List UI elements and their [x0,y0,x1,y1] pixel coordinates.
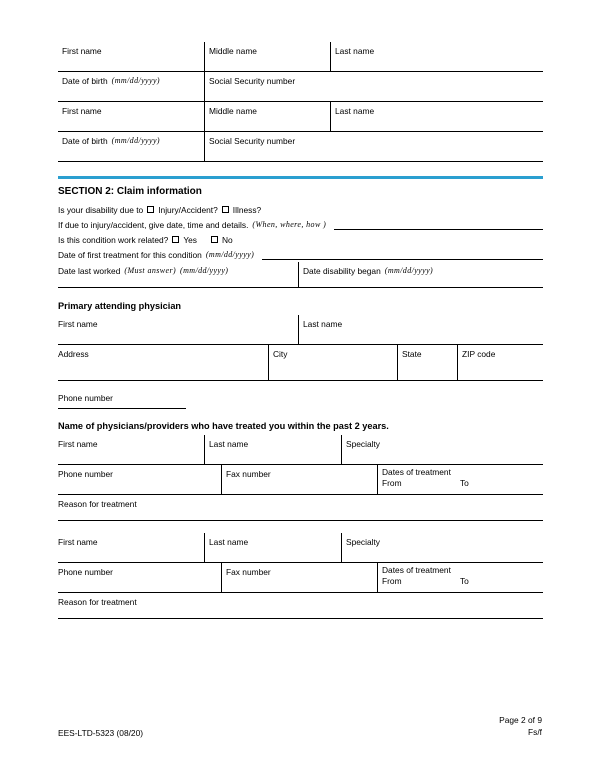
field-last-name[interactable]: Last name [335,106,375,116]
footer-right [499,714,542,738]
section-divider-bar [58,176,543,179]
field-ssn[interactable]: Social Security number [209,76,296,86]
field-last-name[interactable]: Last name [335,46,375,56]
table-row [58,315,543,345]
field-date-last-worked[interactable]: Date last worked (Must answer) (mm/dd/yyyy) [58,266,229,276]
field-physician-last-name[interactable]: Last name [303,319,343,329]
checkbox-injury-accident[interactable] [147,206,154,213]
table-row [58,345,543,381]
table-row [58,102,543,132]
field-provider-last-name[interactable]: Last name [209,537,249,547]
field-ssn[interactable]: Social Security number [209,136,296,146]
table-row [58,495,543,521]
table-row [58,42,543,72]
field-provider-reason[interactable]: Reason for treatment [58,597,137,607]
table-row [58,533,543,563]
field-provider-reason[interactable]: Reason for treatment [58,499,137,509]
field-provider-fax[interactable]: Fax number [226,469,271,479]
checkbox-work-related-yes[interactable] [172,236,179,243]
field-provider-first-name[interactable]: First name [58,537,98,547]
input-first-treatment-date[interactable] [262,249,543,260]
table-row [58,593,543,619]
name-block [58,42,543,162]
field-date-of-birth[interactable]: Date of birth (mm/dd/yyyy) [62,76,160,86]
table-row [58,563,543,593]
field-physician-zip[interactable]: ZIP code [462,349,496,359]
input-injury-details[interactable] [334,219,543,230]
field-provider-last-name[interactable]: Last name [209,439,249,449]
field-provider-dates-of-treatment[interactable]: Dates of treatment From To [382,565,469,587]
question-first-treatment-date: Date of first treatment for this condition (mm/dd/yyyy) [58,247,543,262]
table-row [58,465,543,495]
question-injury-details: If due to injury/accident, give date, time and details. (When, where, how ) [58,217,543,232]
field-provider-specialty[interactable]: Specialty [346,537,380,547]
field-date-disability-began[interactable]: Date disability began (mm/dd/yyyy) [303,266,434,276]
field-provider-phone[interactable]: Phone number [58,469,113,479]
field-physician-first-name[interactable]: First name [58,319,98,329]
checkbox-illness[interactable] [222,206,229,213]
field-first-name[interactable]: First name [62,106,102,116]
primary-physician-title: Primary attending physician [58,301,182,311]
question-work-related: Is this condition work related? Yes No [58,234,233,245]
field-physician-state[interactable]: State [402,349,422,359]
field-first-name[interactable]: First name [62,46,102,56]
other-providers-title: Name of physicians/providers who have treated you within the past 2 years. [58,421,389,431]
provider-block [58,533,543,619]
footer-code: Fs/f [528,726,542,737]
field-middle-name[interactable]: Middle name [209,46,257,56]
checkbox-work-related-no[interactable] [211,236,218,243]
field-physician-phone[interactable]: Phone number [58,389,186,409]
field-provider-specialty[interactable]: Specialty [346,439,380,449]
table-row [58,72,543,102]
page-number: Page 2 of 9 [499,714,542,725]
field-provider-phone[interactable]: Phone number [58,567,113,577]
provider-block [58,435,543,521]
question-disability-due-to: Is your disability due to Injury/Accident? Illness? [58,204,262,215]
table-row [58,435,543,465]
table-row [58,262,543,288]
table-row [58,132,543,162]
field-provider-fax[interactable]: Fax number [226,567,271,577]
field-middle-name[interactable]: Middle name [209,106,257,116]
field-provider-first-name[interactable]: First name [58,439,98,449]
section-2-title: SECTION 2: Claim information [58,186,202,197]
form-body [58,42,543,619]
field-physician-address[interactable]: Address [58,349,89,359]
field-date-of-birth[interactable]: Date of birth (mm/dd/yyyy) [62,136,160,146]
field-provider-dates-of-treatment[interactable]: Dates of treatment From To [382,467,469,489]
field-physician-city[interactable]: City [273,349,288,359]
form-id: EES-LTD-5323 (08/20) [58,728,144,738]
